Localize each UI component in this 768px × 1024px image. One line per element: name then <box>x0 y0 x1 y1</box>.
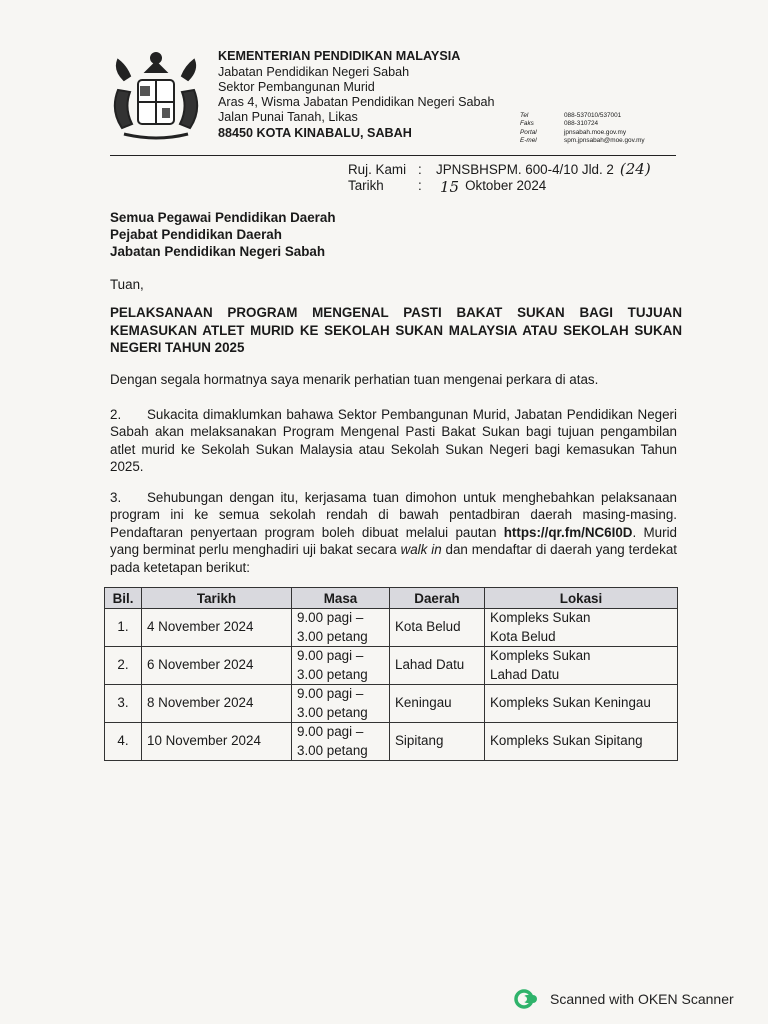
scanner-watermark <box>514 989 734 1009</box>
cell-tarikh: 10 November 2024 <box>142 723 292 761</box>
ministry-name: KEMENTERIAN PENDIDIKAN MALAYSIA <box>218 49 461 63</box>
cell-lokasi: Kompleks Sukan Keningau <box>485 685 678 723</box>
cell-masa <box>292 609 390 647</box>
cell-tarikh: 6 November 2024 <box>142 647 292 685</box>
contact-value: spm.jpnsabah@moe.gov.my <box>564 136 645 144</box>
cell-bil: 1. <box>105 609 142 647</box>
malaysia-coat-of-arms-icon <box>104 50 208 146</box>
paragraph-2-text: Sukacita dimaklumkan bahawa Sektor Pembangunan Murid, Jabatan Pendidikan Negeri Sabah akan melaksanakan Program Mengenal Pasti Bakat Sukan bagi tujuan pengambilan atlet murid ke Sekolah Sukan Malaysia atau Sekolah Sukan Negeri bagi kemasukan Tahun 2025. <box>110 407 677 475</box>
cell-daerah: Keningau <box>390 685 485 723</box>
scanner-text: Scanned with OKEN Scanner <box>550 991 734 1007</box>
paragraph-3-text-a: Sehubungan dengan itu, kerjasama tuan dimohon untuk menghebahkan pelaksanaan program ini ke semua sekolah rendah di bawah pentadbiran daerah masing-masing. Pendaftaran penyertaan program boleh dibuat melalui pautan <box>110 490 677 540</box>
masa-end: 3.00 petang <box>297 666 368 682</box>
cell-lokasi: Kompleks Sukan Sipitang <box>485 723 678 761</box>
cell-bil: 3. <box>105 685 142 723</box>
cell-bil: 2. <box>105 647 142 685</box>
paragraph-number: 3. <box>110 490 122 505</box>
cell-masa <box>292 685 390 723</box>
colon: : <box>418 178 422 193</box>
masa-end: 3.00 petang <box>297 742 368 758</box>
registration-link[interactable]: https://qr.fm/NC6I0D <box>503 524 633 540</box>
letterhead-line: Aras 4, Wisma Jabatan Pendidikan Negeri Sabah <box>218 95 495 109</box>
column-header: Masa <box>292 588 390 609</box>
contact-value: jpnsabah.moe.gov.my <box>564 128 627 136</box>
cell-lokasi <box>485 647 678 685</box>
letterhead-divider <box>110 155 676 156</box>
table-row <box>105 609 678 647</box>
reference-line <box>348 162 651 178</box>
cell-masa <box>292 647 390 685</box>
letterhead-address-postcode: 88450 KOTA KINABALU, SABAH <box>218 126 412 140</box>
letterhead-line: Jabatan Pendidikan Negeri Sabah <box>218 65 410 79</box>
paragraph-3-text-b: . Murid yang berminat perlu menghadiri uji bakat secara <box>110 524 677 558</box>
colon: : <box>418 162 422 177</box>
letterhead-line: Jalan Punai Tanah, Likas <box>218 110 358 124</box>
table-row <box>105 723 678 761</box>
date-value: Oktober 2024 <box>465 178 547 193</box>
paragraph-2 <box>110 406 677 476</box>
lokasi-line: Kompleks Sukan <box>490 610 591 626</box>
cell-masa <box>292 723 390 761</box>
lokasi-line: Kompleks Sukan <box>490 648 591 664</box>
letter-title: PELAKSANAAN PROGRAM MENGENAL PASTI BAKAT SUKAN BAGI TUJUAN KEMASUKAN ATLET MURID KE SEKOLAH SUKAN MALAYSIA ATAU SEKOLAH SUKAN NEGERI TAHUN 2025 <box>110 305 682 355</box>
cell-bil: 4. <box>105 723 142 761</box>
table-row <box>105 647 678 685</box>
contact-block <box>520 112 645 145</box>
column-header: Bil. <box>105 588 142 609</box>
ruj-value: JPNSBHSPM. 600-4/10 Jld. 2 <box>436 162 614 177</box>
paragraph-number: 2. <box>110 407 122 422</box>
masa-end: 3.00 petang <box>297 628 368 644</box>
masa-start: 9.00 pagi – <box>297 686 364 702</box>
lokasi-line: Kota Belud <box>490 628 556 644</box>
column-header: Lokasi <box>485 588 678 609</box>
salutation: Tuan, <box>110 277 144 292</box>
paragraph-3 <box>110 489 677 576</box>
column-header: Tarikh <box>142 588 292 609</box>
masa-start: 9.00 pagi – <box>297 648 364 664</box>
masa-start: 9.00 pagi – <box>297 610 364 626</box>
cell-lokasi <box>485 609 678 647</box>
table-header-row <box>105 588 678 609</box>
date-line <box>348 178 546 196</box>
lokasi-line: Lahad Datu <box>490 666 560 682</box>
contact-value: 088-310724 <box>564 120 599 128</box>
ruj-handwritten-number: (24) <box>619 160 651 178</box>
cell-tarikh: 8 November 2024 <box>142 685 292 723</box>
contact-label: E-mel <box>520 136 537 144</box>
paragraph-1: Dengan segala hormatnya saya menarik perhatian tuan mengenai perkara di atas. <box>110 372 599 387</box>
cell-daerah: Kota Belud <box>390 609 485 647</box>
contact-label: Tel <box>520 112 529 119</box>
recipient-line: Pejabat Pendidikan Daerah <box>110 227 282 242</box>
paragraph-3-text-c: dan mendaftar di daerah yang terdekat pada ketetapan berikut: <box>110 542 677 575</box>
masa-end: 3.00 petang <box>297 704 368 720</box>
contact-label: Portal <box>520 128 537 136</box>
ruj-label: Ruj. Kami <box>348 162 407 177</box>
schedule-table <box>104 587 678 761</box>
recipient-line: Jabatan Pendidikan Negeri Sabah <box>110 244 326 259</box>
cell-tarikh: 4 November 2024 <box>142 609 292 647</box>
contact-value: 088-537010/537001 <box>564 112 622 119</box>
walk-in-text: walk in <box>400 542 442 558</box>
table-row <box>105 685 678 723</box>
cell-daerah: Sipitang <box>390 723 485 761</box>
contact-label: Faks <box>520 120 534 128</box>
cell-daerah: Lahad Datu <box>390 647 485 685</box>
tarikh-label: Tarikh <box>348 178 384 193</box>
oken-scanner-logo-icon <box>514 989 540 1009</box>
column-header: Daerah <box>390 588 485 609</box>
letterhead-line: Sektor Pembangunan Murid <box>218 80 375 94</box>
masa-start: 9.00 pagi – <box>297 724 364 740</box>
date-handwritten-day: 15 <box>440 178 460 196</box>
recipient-line: Semua Pegawai Pendidikan Daerah <box>110 210 336 225</box>
